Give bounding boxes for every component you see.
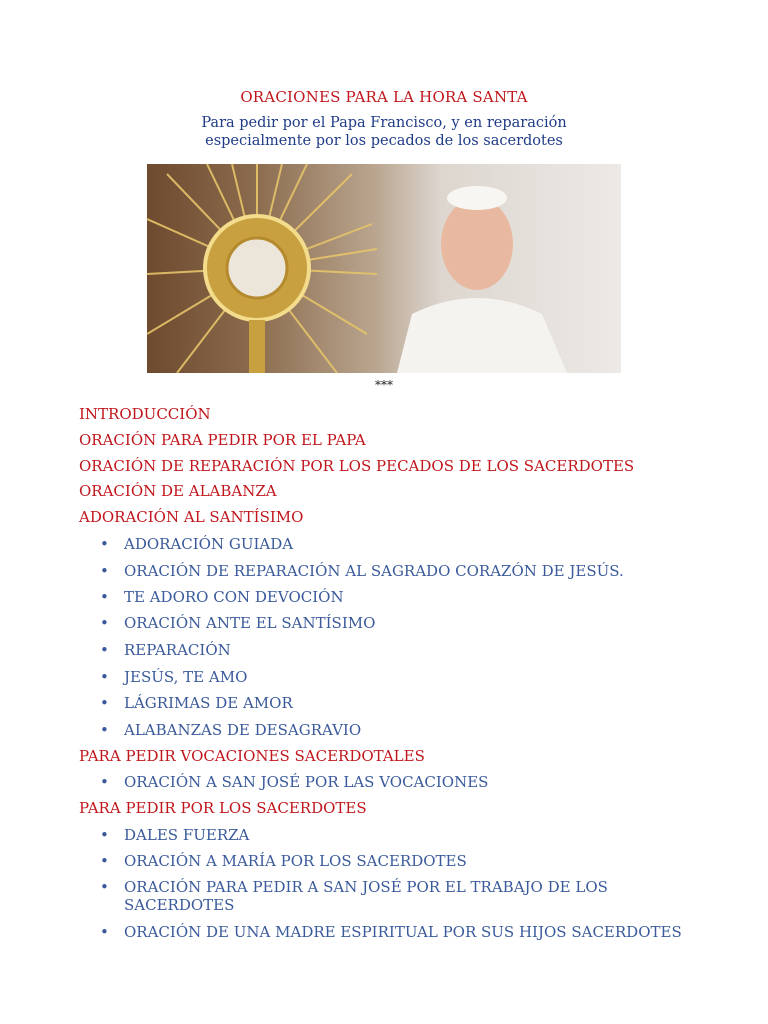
pope-head [441, 198, 513, 290]
toc-item-label: ALABANZAS DE DESAGRAVIO [124, 721, 362, 739]
toc-vocaciones-sacerdotales[interactable]: PARA PEDIR VOCACIONES SACERDOTALES [79, 747, 425, 765]
toc-item-label: ORACIÓN DE REPARACIÓN AL SAGRADO CORAZÓN DE JESÚS. [124, 562, 624, 580]
bullet: • [100, 721, 109, 739]
pope-zucchetto [447, 186, 507, 210]
toc-item-label: JESÚS, TE AMO [124, 668, 248, 686]
toc-reparacion-sacerdotes[interactable]: ORACIÓN DE REPARACIÓN POR LOS PECADOS DE LOS SACERDOTES [79, 457, 635, 475]
bullet: • [100, 878, 109, 896]
toc-item-label: REPARACIÓN [124, 641, 231, 659]
toc-item[interactable] [100, 878, 740, 916]
toc-item-label: DALES FUERZA [124, 826, 250, 844]
pope-cassock [397, 298, 567, 373]
document-title: ORACIONES PARA LA HORA SANTA [240, 88, 528, 106]
bullet: • [100, 588, 109, 606]
bullet: • [100, 694, 109, 712]
toc-pedir-sacerdotes[interactable]: PARA PEDIR POR LOS SACERDOTES [79, 799, 367, 817]
bullet: • [100, 852, 109, 870]
bullet: • [100, 535, 109, 553]
document-subtitle [0, 114, 768, 150]
subtitle-line-1: Para pedir por el Papa Francisco, y en reparación [201, 115, 567, 131]
toc-introduccion[interactable]: INTRODUCCIÓN [79, 405, 211, 423]
toc-item-line: SACERDOTES [124, 896, 235, 914]
toc-item-label: LÁGRIMAS DE AMOR [124, 694, 293, 712]
toc-adoracion-santisimo[interactable]: ADORACIÓN AL SANTÍSIMO [79, 508, 304, 526]
bullet: • [100, 826, 109, 844]
monstrance-stem [249, 320, 265, 373]
toc-item-label: ADORACIÓN GUIADA [124, 535, 294, 553]
separator: *** [375, 378, 393, 392]
toc-item-line: ORACIÓN PARA PEDIR A SAN JOSÉ POR EL TRABAJO DE LOS [124, 878, 608, 896]
toc-oracion-papa[interactable]: ORACIÓN PARA PEDIR POR EL PAPA [79, 431, 366, 449]
toc-item-label: ORACIÓN DE UNA MADRE ESPIRITUAL POR SUS HIJOS SACERDOTES [124, 923, 682, 941]
monstrance-center [227, 238, 287, 298]
hero-image [147, 164, 621, 373]
bullet: • [100, 773, 109, 791]
toc-oracion-alabanza[interactable]: ORACIÓN DE ALABANZA [79, 482, 277, 500]
bullet: • [100, 614, 109, 632]
bullet: • [100, 641, 109, 659]
toc-item-label: TE ADORO CON DEVOCIÓN [124, 588, 344, 606]
toc-item-label [124, 878, 724, 914]
toc-item-label: ORACIÓN ANTE EL SANTÍSIMO [124, 614, 376, 632]
bullet: • [100, 923, 109, 941]
toc-item-label: ORACIÓN A MARÍA POR LOS SACERDOTES [124, 852, 467, 870]
subtitle-line-2: especialmente por los pecados de los sacerdotes [205, 133, 563, 149]
monstrance-and-pope-illustration [147, 164, 621, 373]
toc-item-label: ORACIÓN A SAN JOSÉ POR LAS VOCACIONES [124, 773, 489, 791]
bullet: • [100, 668, 109, 686]
bullet: • [100, 562, 109, 580]
